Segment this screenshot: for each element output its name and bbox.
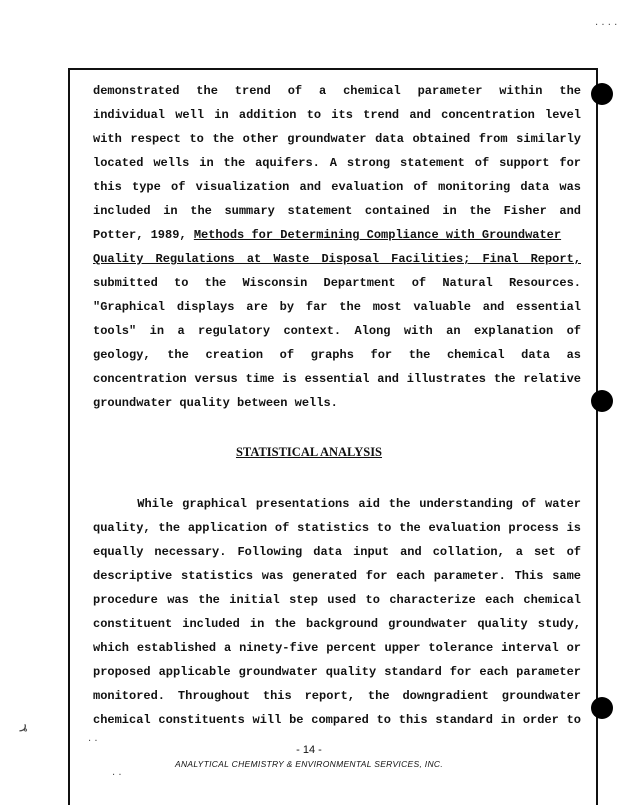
binder-hole-middle bbox=[591, 390, 613, 412]
text-line: geology, the creation of graphs for the chemical data as bbox=[93, 348, 581, 362]
text-line: proposed applicable groundwater quality standard for each parameter bbox=[93, 665, 581, 679]
text-line: constituent included in the background groundwater quality study, bbox=[93, 617, 581, 631]
citation-prefix: Potter, 1989, bbox=[93, 228, 194, 242]
text-line-citation bbox=[93, 228, 581, 242]
scan-speck: · · bbox=[88, 736, 98, 747]
text-line: chemical constituents will be compared to this standard in order to bbox=[93, 713, 581, 727]
text-line: tools" in a regulatory context. Along with an explanation of bbox=[93, 324, 581, 338]
text-line: located wells in the aquifers. A strong statement of support for bbox=[93, 156, 581, 170]
text-line: individual well in addition to its trend and concentration level bbox=[93, 108, 581, 122]
section-heading: STATISTICAL ANALYSIS bbox=[235, 445, 383, 459]
text-line: with respect to the other groundwater data obtained from similarly bbox=[93, 132, 581, 146]
text-line: equally necessary. Following data input and collation, a set of bbox=[93, 545, 581, 559]
text-line: concentration versus time is essential and illustrates the relative bbox=[93, 372, 581, 386]
text-line: descriptive statistics was generated for each parameter. This same bbox=[93, 569, 581, 583]
text-line: demonstrated the trend of a chemical parameter within the bbox=[93, 84, 581, 98]
scan-speck: · · · · bbox=[595, 20, 618, 31]
text-line: procedure was the initial step used to characterize each chemical bbox=[93, 593, 581, 607]
text-line: "Graphical displays are by far the most valuable and essential bbox=[93, 300, 581, 314]
scan-speck: · · bbox=[112, 770, 122, 781]
binder-hole-top bbox=[591, 83, 613, 105]
text-line-citation-title: Quality Regulations at Waste Disposal Facilities; Final Report, bbox=[93, 252, 581, 266]
text-line: submitted to the Wisconsin Department of Natural Resources. bbox=[93, 276, 581, 290]
text-line: While graphical presentations aid the understanding of water bbox=[93, 497, 581, 511]
text-line: this type of visualization and evaluation of monitoring data was bbox=[93, 180, 581, 194]
scan-speck: ړ bbox=[20, 716, 27, 732]
text-line: groundwater quality between wells. bbox=[93, 396, 338, 410]
text-line: quality, the application of statistics to the evaluation process is bbox=[93, 521, 581, 535]
text-line: included in the summary statement contained in the Fisher and bbox=[93, 204, 581, 218]
company-footer: ANALYTICAL CHEMISTRY & ENVIRONMENTAL SERVICES, INC. bbox=[174, 759, 443, 769]
citation-title: Methods for Determining Compliance with Groundwater bbox=[193, 228, 562, 242]
page-number: - 14 - bbox=[296, 744, 322, 756]
text-line: which established a ninety-five percent upper tolerance interval or bbox=[93, 641, 581, 655]
binder-hole-bottom bbox=[591, 697, 613, 719]
text-line: monitored. Throughout this report, the downgradient groundwater bbox=[93, 689, 581, 703]
